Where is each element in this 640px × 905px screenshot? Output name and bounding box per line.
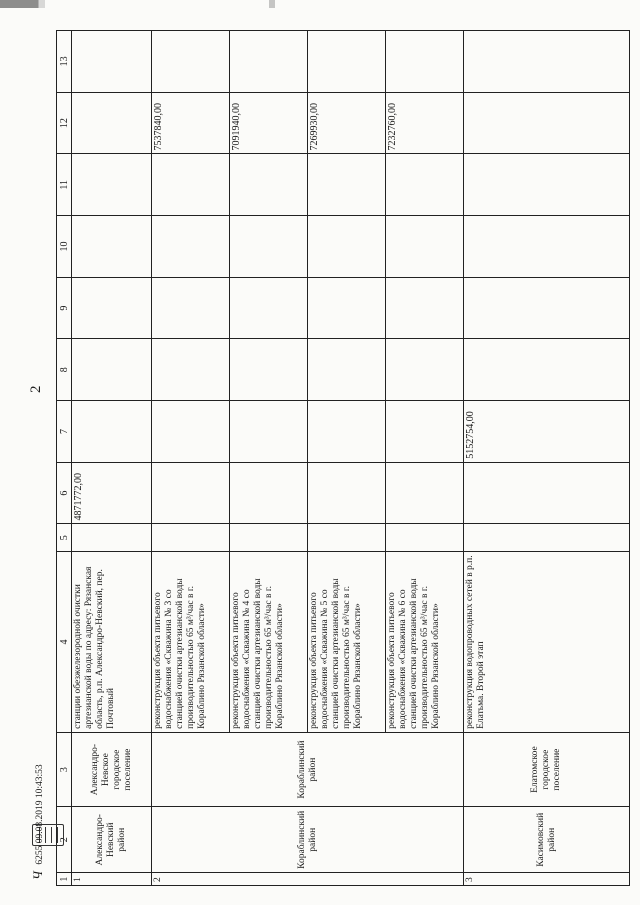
row-number: 3 — [464, 873, 630, 886]
stamp-signature: Ч — [30, 871, 45, 880]
object-cell: реконструкция объекта питьевого водоснабжения «Скважина № 5 со станцией очистки артезианской воды производительностью 65 м³/час в г. Кораблино Рязанской области» — [308, 552, 386, 733]
header-cell: 12 — [57, 92, 72, 154]
value-cell: 7232760,00 — [386, 92, 464, 154]
district-cell: Александро-Невский район — [72, 807, 152, 873]
table-row — [152, 31, 230, 886]
value-cell: 7091940,00 — [230, 92, 308, 154]
settlement-cell: Елатомское городское поселение — [464, 732, 630, 806]
header-cell: 2 — [57, 807, 72, 873]
header-cell: 5 — [57, 524, 72, 552]
value-cell: 7537840,00 — [152, 92, 230, 154]
object-cell: реконструкция объекта питьевого водоснабжения «Скважина № 3 со станцией очистки артезианской воды производительностью 65 м³/час в г. Кораблино Рязанской области» — [152, 552, 230, 733]
scan-edge — [0, 0, 640, 8]
page-number: 2 — [28, 385, 44, 393]
district-cell: Кораблинский район — [152, 807, 464, 873]
row-number: 2 — [152, 873, 464, 886]
object-cell: реконструкция объекта питьевого водоснабжения «Скважина № 6 со станцией очистки артезианской воды производительностью 65 м³/час в г. Кораблино Рязанской области» — [386, 552, 464, 733]
header-cell: 3 — [57, 732, 72, 806]
value-cell: 4871772,00 — [72, 462, 152, 524]
registration-stamp — [30, 764, 46, 880]
header-cell: 11 — [57, 154, 72, 216]
object-cell: реконструкция объекта питьевого водоснабжения «Скважина № 4 со станцией очистки артезианской воды производительностью 65 м³/час в г. Кораблино Рязанской области» — [230, 552, 308, 733]
data-table — [56, 30, 630, 886]
table-row — [464, 31, 630, 886]
object-cell: станции обезжелезородной очистки артезианской воды по адресу: Рязанская область, р.п. Александро-Невский, пер. Почтовый — [72, 552, 152, 733]
header-cell: 9 — [57, 277, 72, 339]
value-cell: 7269930,00 — [308, 92, 386, 154]
row-number: 1 — [72, 873, 152, 886]
stamp-datetime: 09.08.2019 10:43:53 — [35, 764, 45, 844]
header-cell: 13 — [57, 31, 72, 93]
header-cell: 4 — [57, 552, 72, 733]
district-cell: Касимовский район — [464, 807, 630, 873]
header-row — [57, 31, 72, 886]
settlement-cell: Кораблинский район — [152, 732, 464, 806]
header-cell: 6 — [57, 462, 72, 524]
header-cell: 7 — [57, 401, 72, 463]
header-cell: 8 — [57, 339, 72, 401]
value-cell: 5152754,00 — [464, 401, 630, 463]
rotated-table-sheet — [56, 30, 630, 886]
header-cell: 10 — [57, 216, 72, 278]
object-cell: реконструкция водопроводных сетей в р.п. Елатьма. Второй этап — [464, 552, 630, 733]
header-cell: 1 — [57, 873, 72, 886]
stamp-number: 6255 — [35, 845, 45, 865]
table-row — [72, 31, 152, 886]
settlement-cell: Александро-Невское городское поселение — [72, 732, 152, 806]
